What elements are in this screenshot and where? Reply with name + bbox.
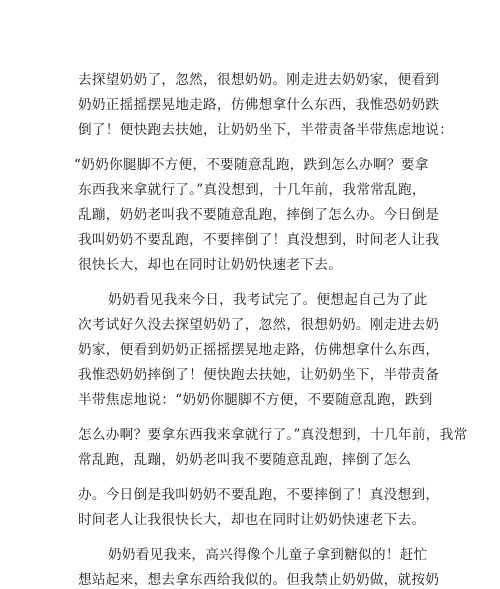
text-line: 很快长大，却也在同时让奶奶快速老下去。 — [78, 257, 342, 273]
text-line: 奶奶看见我来，高兴得像个儿童子拿到糖似的！赶忙 — [108, 547, 428, 563]
text-line: 倒了！便快跑去扶她，让奶奶坐下，半带责备半带焦虑地说： — [78, 122, 454, 138]
text-line: 我叫奶奶不要乱跑，不要摔倒了！真没想到，时间老人让我 — [78, 232, 440, 248]
text-line: 常乱跑，乱蹦，奶奶老叫我不要随意乱跑，摔倒了怎么 — [78, 452, 412, 468]
text-line: 我惟恐奶奶摔倒了！便快跑去扶她，让奶奶坐下，半带责备 — [78, 367, 440, 383]
text-line: 去探望奶奶了，忽然，很想奶奶。刚走进去奶奶家，便看到 — [78, 72, 440, 88]
text-line: 东西我来拿就行了。”真没想到，十几年前，我常常乱跑， — [78, 182, 426, 198]
text-line: 办。今日倒是我叫奶奶不要乱跑，不要摔倒了！真没想到， — [78, 487, 440, 503]
text-line: 乱蹦，奶奶老叫我不要随意乱跑，摔倒了怎么办。今日倒是 — [78, 207, 440, 223]
text-line: “奶奶你腿脚不方便，不要随意乱跑，跌到怎么办啊？要拿 — [74, 157, 429, 173]
text-line: 半带焦虑地说：“奶奶你腿脚不方便，不要随意乱跑，跌到 — [78, 392, 433, 408]
text-line: 时间老人让我很快长大，却也在同时让奶奶快速老下去。 — [78, 512, 426, 528]
text-line: 次考试好久没去探望奶奶了，忽然，很想奶奶。刚走进去奶 — [78, 317, 440, 333]
text-line: 奶家，便看到奶奶正摇摇摆晃地走路，仿佛想拿什么东西， — [78, 342, 440, 358]
text-line: 奶奶正摇摇摆晃地走路，仿佛想拿什么东西，我惟恐奶奶跌 — [78, 97, 440, 113]
text-line: 怎么办啊？要拿东西我来拿就行了。”真没想到，十几年前，我常 — [78, 427, 468, 443]
text-line: 奶奶看见我来今日，我考试完了。便想起自己为了此 — [108, 292, 428, 308]
text-line: 想站起来，想去拿东西给我似的。但我禁止奶奶做，就按奶 — [78, 572, 440, 588]
